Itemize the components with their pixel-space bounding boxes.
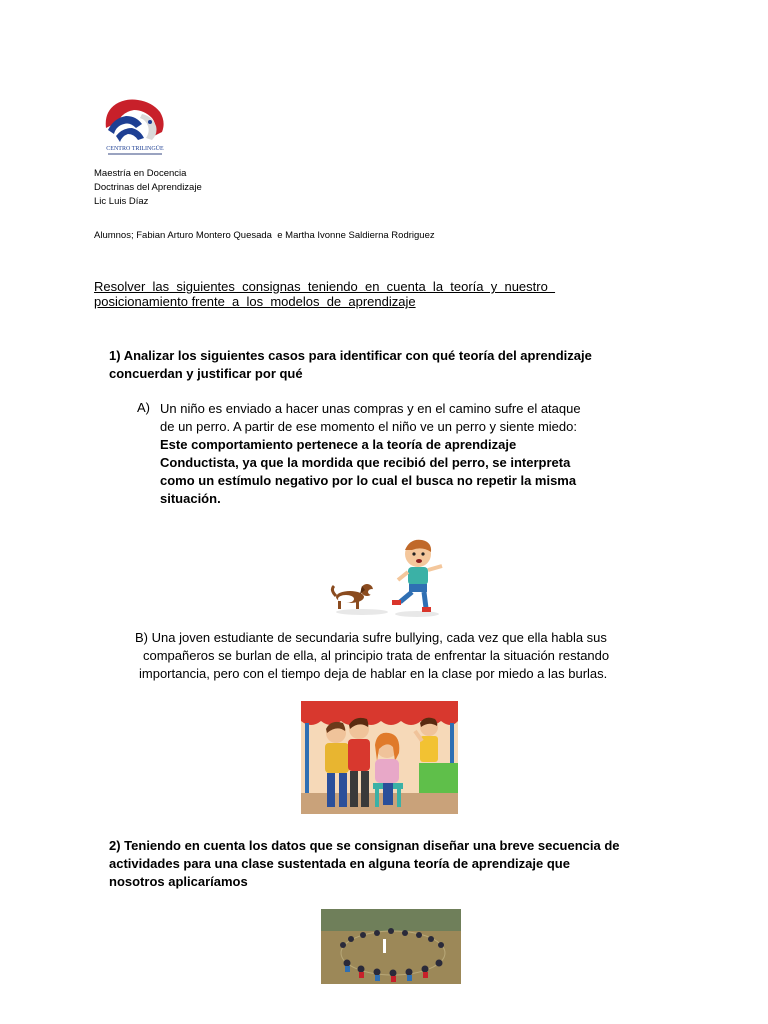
teacher-name: Lic Luis Díaz [94, 196, 149, 207]
case-a-answer-1: Este comportamiento pertenece a la teoría de aprendizaje [160, 437, 517, 452]
case-b-line-2: compañeros se burlan de ella, al principio trata de enfrentar la situación restando [143, 648, 610, 663]
case-a-marker: A) [137, 400, 150, 415]
case-a-answer-2: Conductista, ya que la mordida que recibió del perro, se interpreta [160, 455, 571, 470]
case-a-line-2: de un perro. A partir de ese momento el niño ve un perro y siente miedo: [160, 419, 577, 434]
intro-line-2 [94, 294, 416, 310]
program-name: Maestría en Docencia [94, 168, 187, 179]
case-b-line-3: importancia, pero con el tiempo deja de hablar en la clase por miedo a las burlas. [139, 666, 608, 681]
case-b-line-1: B) Una joven estudiante de secundaria sufre bullying, cada vez que ella habla sus [135, 630, 607, 645]
intro-line-2-rest: frente a los modelos de aprendizaje [187, 294, 416, 309]
question-2-line-1: 2) Teniendo en cuenta los datos que se consignan diseñar una breve secuencia de [109, 838, 620, 853]
question-2-line-2: actividades para una clase sustentada en alguna teoría de aprendizaje que [109, 856, 570, 871]
question-1-line-2: concuerdan y justificar por qué [109, 366, 303, 381]
case-a-line-1: Un niño es enviado a hacer unas compras y en el camino sufre el ataque [160, 401, 581, 416]
course-name: Doctrinas del Aprendizaje [94, 182, 202, 193]
case-a-answer-4: situación. [160, 491, 221, 506]
intro-word-posicionamiento: posicionamiento [94, 294, 188, 309]
question-2-line-3: nosotros aplicaríamos [109, 874, 248, 889]
dog-chasing-boy-image [322, 530, 454, 618]
question-1-line-1: 1) Analizar los siguientes casos para identificar con qué teoría del aprendizaje [109, 348, 592, 363]
group-circle-photo [321, 909, 461, 984]
students-line: Alumnos; Fabian Arturo Montero Quesada e Martha Ivonne Saldierna Rodriguez [94, 230, 435, 241]
intro-line-1: Resolver las siguientes consignas teniendo en cuenta la teoría y nuestro [94, 279, 556, 294]
logo-text: CENTRO TRILINGÜE [106, 146, 164, 152]
case-a-answer-3: como un estímulo negativo por lo cual el busca no repetir la misma [160, 473, 577, 488]
bullying-scene-image [301, 701, 458, 814]
school-logo [96, 92, 172, 160]
